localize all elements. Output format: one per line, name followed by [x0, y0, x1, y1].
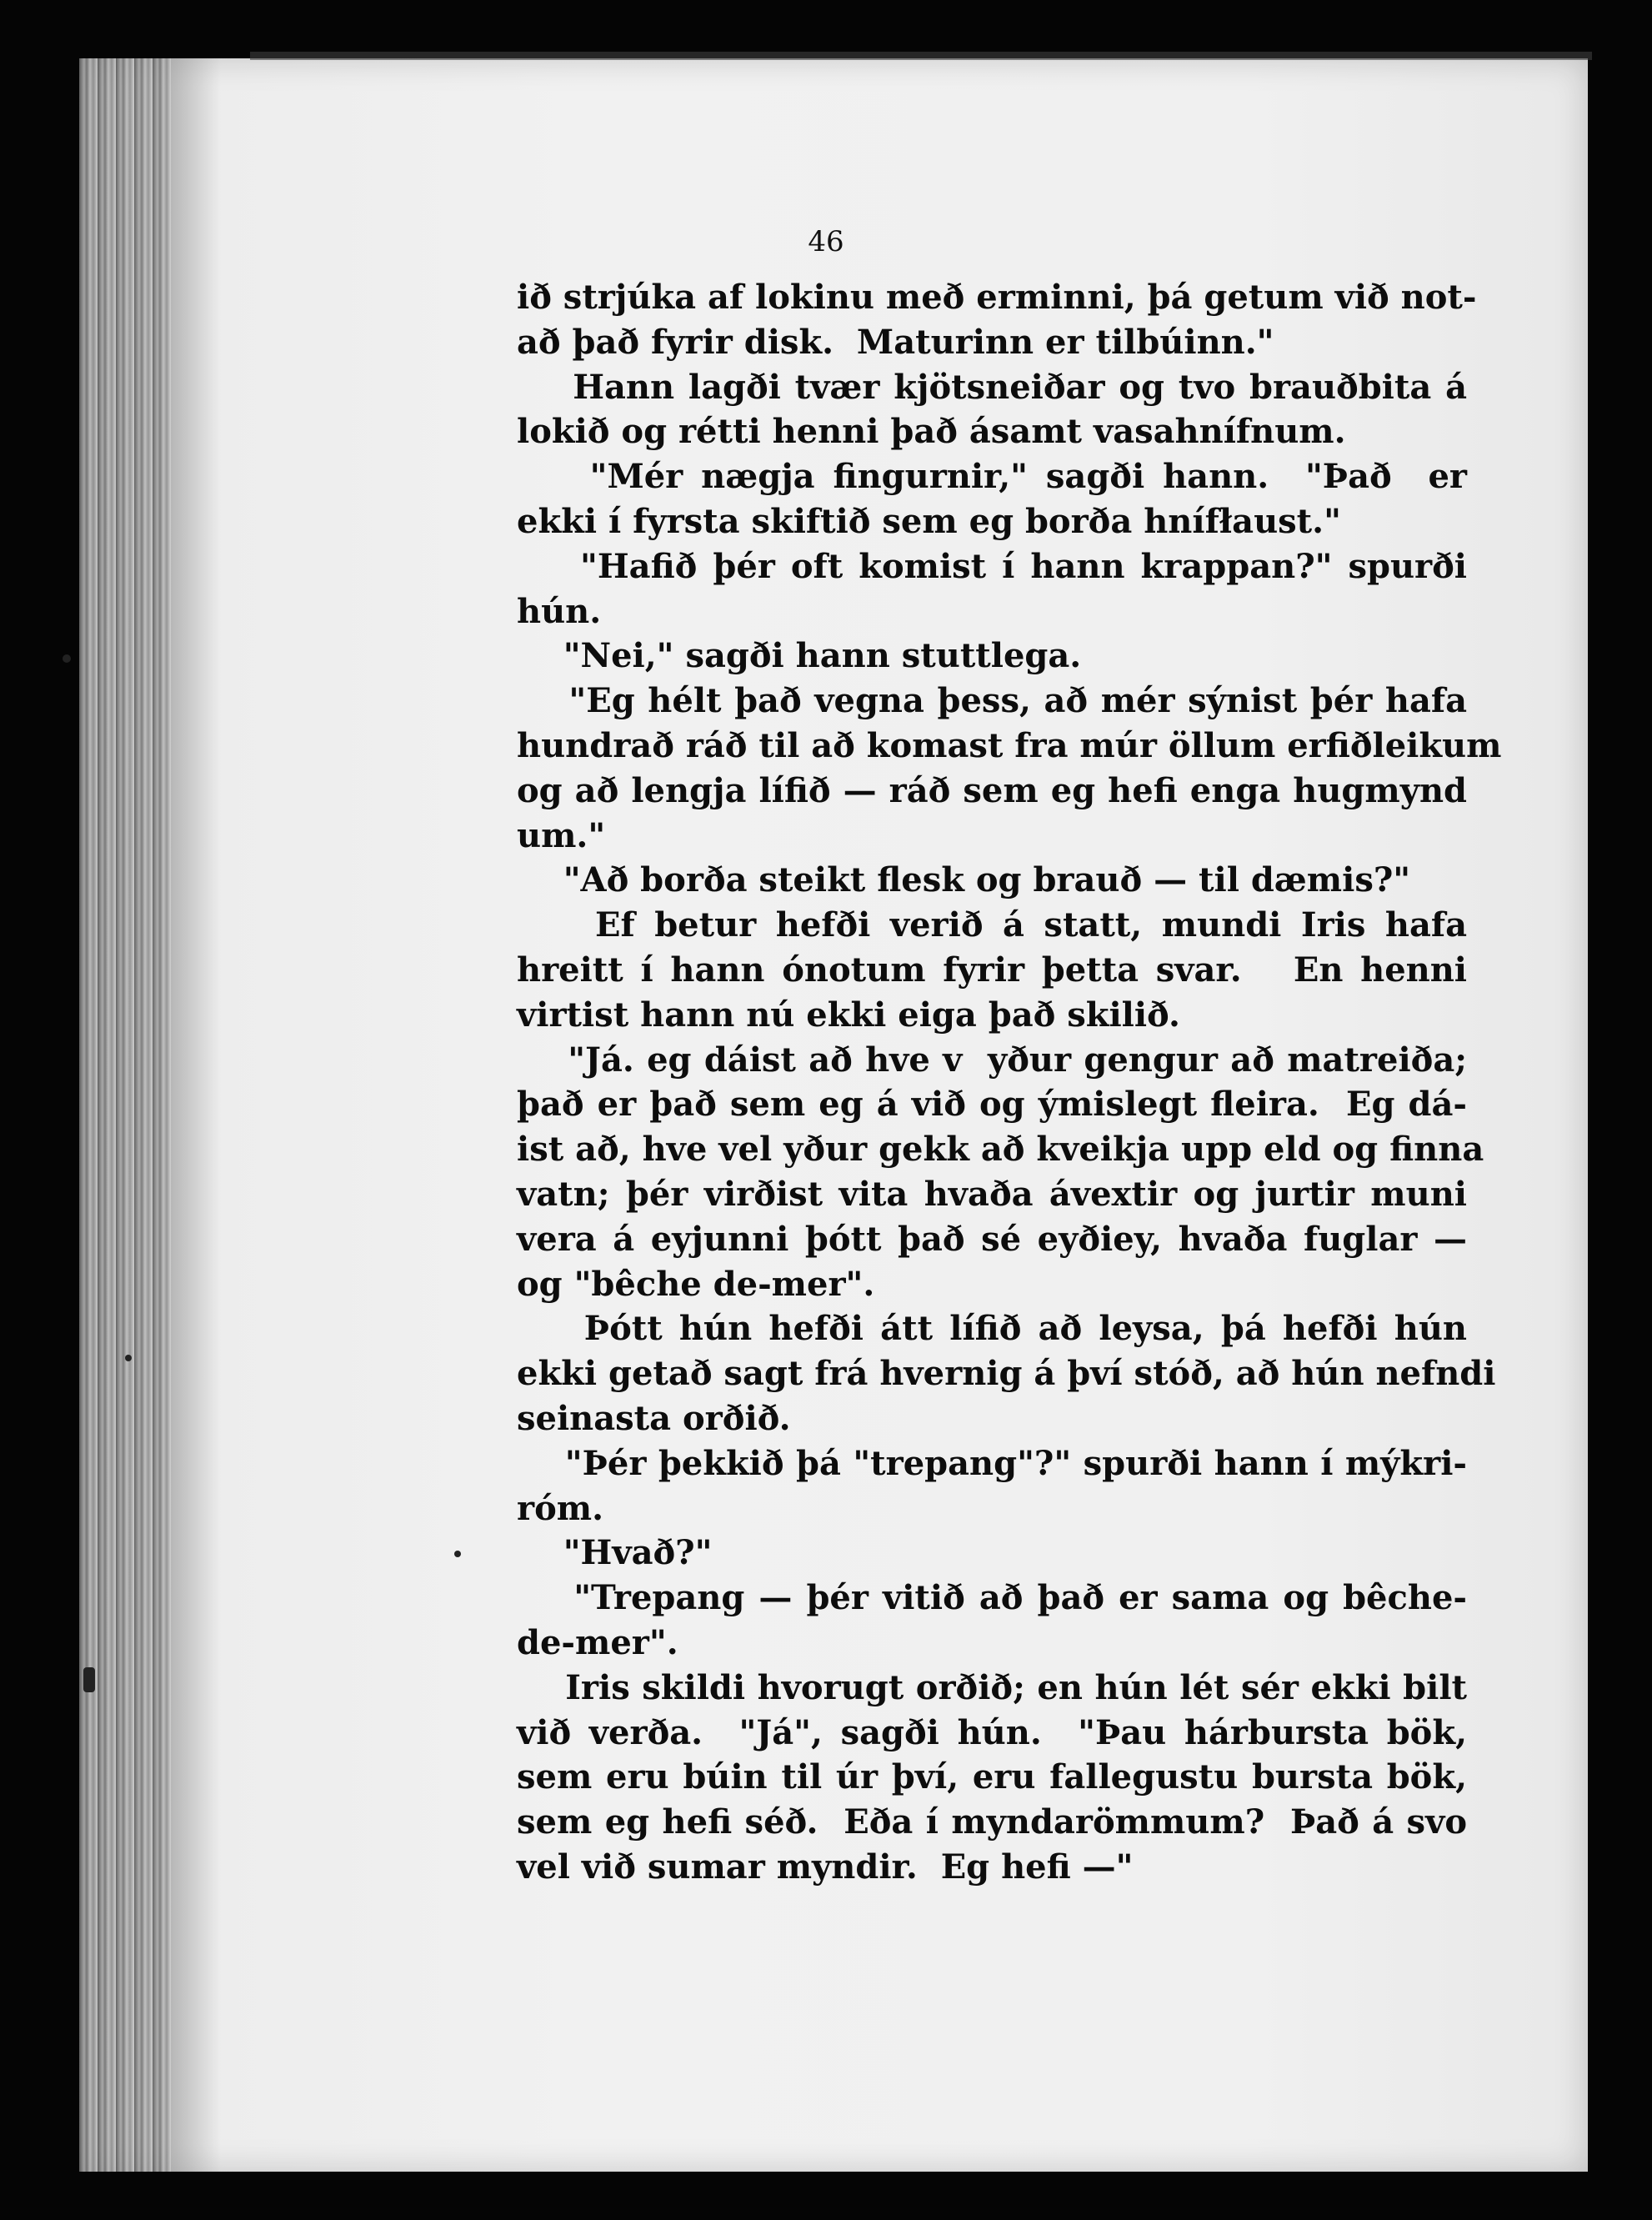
- text-line: og "bêche de-mer".: [517, 1264, 875, 1304]
- text-line: "Trepang — þér vitið að það er sama og bêche-: [517, 1578, 1467, 1618]
- scan-speck: [125, 1355, 132, 1361]
- page-number: 46: [808, 225, 844, 258]
- text-line: "Nei," sagði hann stuttlega.: [517, 636, 1082, 676]
- scan-speck: [454, 1551, 461, 1557]
- text-line: hún.: [517, 591, 602, 631]
- text-line: ið strjúka af lokinu með erminni, þá getum við not-: [517, 278, 1477, 317]
- text-line: virtist hann nú ekki eiga það skilið.: [517, 995, 1180, 1035]
- text-line: sem eg hefi séð. Eða í myndarömmum? Það á svo: [517, 1802, 1467, 1842]
- text-line: að það fyrir disk. Maturinn er tilbúinn.": [517, 322, 1274, 362]
- text-line: og að lengja lífið — ráð sem eg hefi enga hugmynd: [517, 770, 1467, 810]
- text-line: "Hafið þér oft komist í hann krappan?" spurði: [517, 546, 1467, 586]
- scan-speck: [63, 654, 71, 663]
- text-line: um.": [517, 815, 606, 855]
- body-text: [517, 275, 1502, 1890]
- text-line: lokið og rétti henni það ásamt vasahnífnum.: [517, 412, 1346, 452]
- text-line: "Mér nægja fingurnir," sagði hann. "Það er: [517, 457, 1467, 497]
- text-line: "Að borða steikt flesk og brauð — til dæmis?": [517, 860, 1411, 900]
- text-line: Iris skildi hvorugt orðið; en hún lét sér ekki bilt: [517, 1667, 1467, 1707]
- text-line: Ef betur hefði verið á statt, mundi Iris hafa: [517, 905, 1467, 945]
- text-line: seinasta orðið.: [517, 1398, 791, 1438]
- book-gutter: [79, 58, 171, 2172]
- text-line: það er það sem eg á við og ýmislegt fleira. Eg dá-: [517, 1085, 1467, 1125]
- text-line: róm.: [517, 1488, 604, 1528]
- gutter-shadow: [171, 58, 221, 2172]
- text-line: "Hvað?": [517, 1533, 713, 1573]
- text-line: vera á eyjunni þótt það sé eyðiey, hvaða fuglar —: [517, 1219, 1467, 1259]
- text-line: Hann lagði tvær kjötsneiðar og tvo brauðbita á: [517, 367, 1467, 407]
- text-line: Þótt hún hefði átt lífið að leysa, þá hefði hún: [517, 1309, 1467, 1349]
- text-line: vel við sumar myndir. Eg hefi —": [517, 1847, 1134, 1887]
- text-line: vatn; þér virðist vita hvaða ávextir og jurtir muni: [517, 1174, 1467, 1214]
- text-line: "Þér þekkið þá "trepang"?" spurði hann í mýkri-: [517, 1443, 1467, 1483]
- text-line: við verða. "Já", sagði hún. "Þau hárbursta bök,: [517, 1712, 1467, 1752]
- page-top-edge: [250, 52, 1592, 60]
- text-line: ekki getað sagt frá hvernig á því stóð, að hún nefndi: [517, 1354, 1496, 1394]
- text-line: ist að, hve vel yður gekk að kveikja upp eld og finna: [517, 1130, 1484, 1170]
- text-line: ekki í fyrsta skiftið sem eg borða hnífłaust.": [517, 501, 1341, 541]
- text-line: hreitt í hann ónotum fyrir þetta svar. En henni: [517, 950, 1467, 990]
- text-line: sem eru búin til úr því, eru fallegustu bursta bök,: [517, 1757, 1467, 1797]
- text-line: "Eg hélt það vegna þess, að mér sýnist þér hafa: [517, 681, 1467, 721]
- text-line: de-mer".: [517, 1622, 678, 1662]
- text-line: "Já. eg dáist að hve v yður gengur að matreiða;: [517, 1040, 1467, 1080]
- text-line: hundrað ráð til að komast fra múr öllum erfiðleikum: [517, 725, 1502, 765]
- scan-speck: [83, 1667, 95, 1692]
